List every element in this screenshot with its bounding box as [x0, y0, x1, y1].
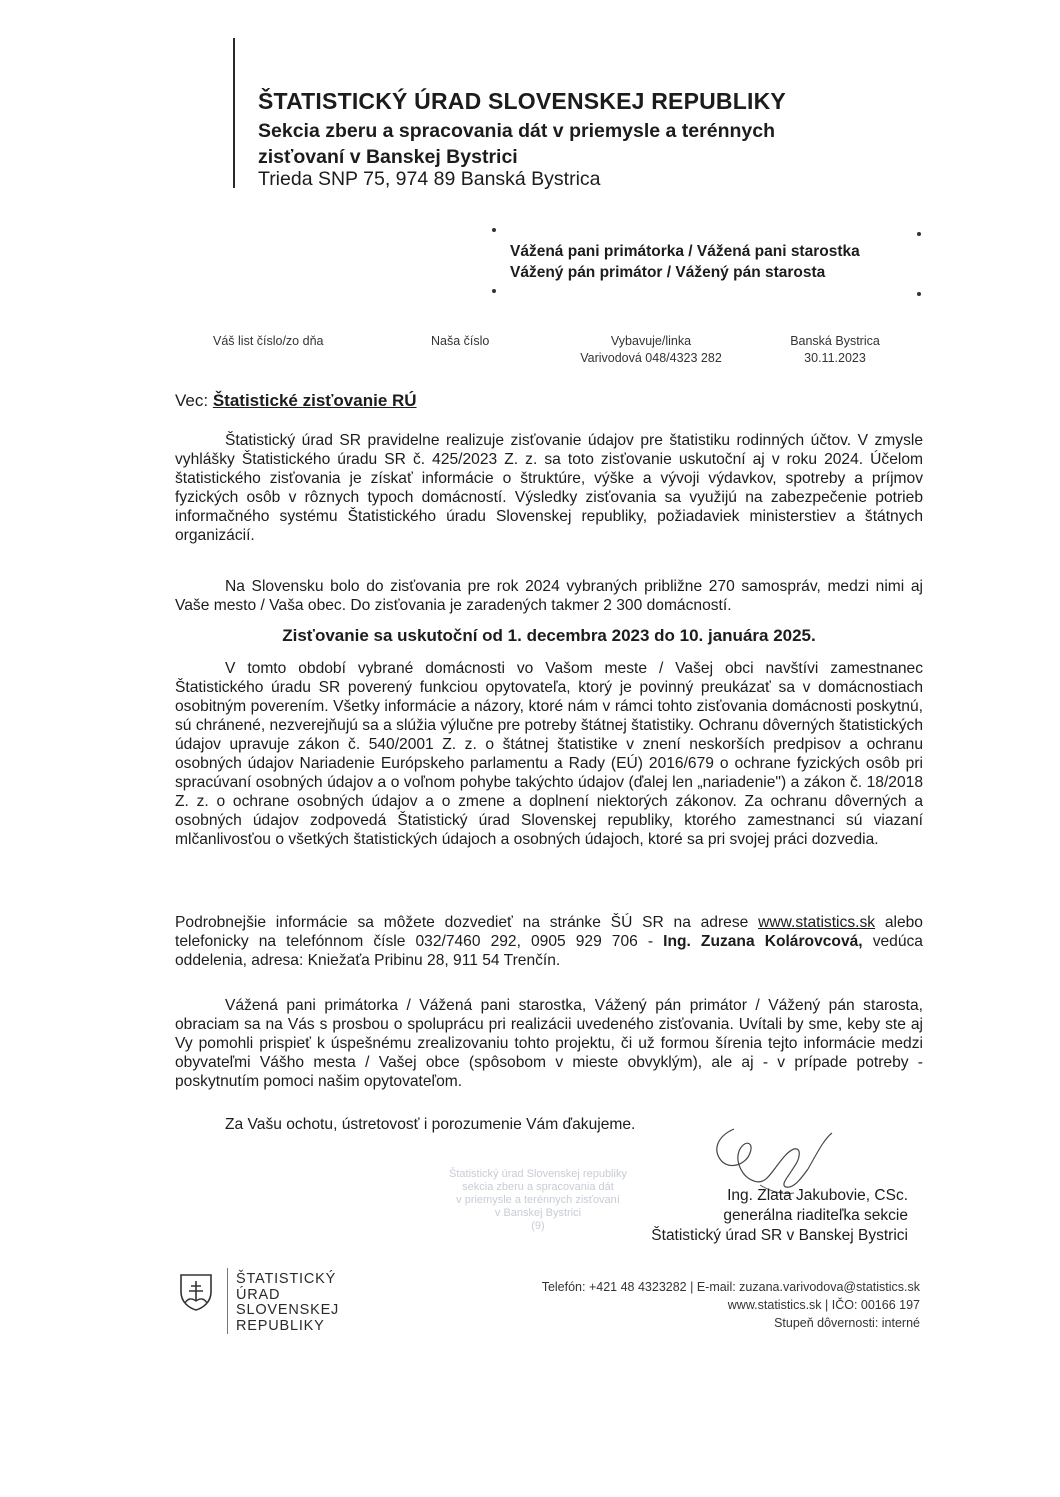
our-number-label: Naša číslo	[431, 334, 490, 348]
paragraph-5: Vážená pani primátorka / Vážená pani starostka, Vážený pán primátor / Vážený pán starosta, obraciam sa na Vás s prosbou o spoluprácu pri realizácii uvedeného zisťovania. Uvítali by sme, keby ste aj Vy pomohli prispieť k úspešnému zrealizovaniu tohto projektu, či už formou šírenia tejto informácie medzi obyvateľmi Vášho mesta / Vašej obce (spôsobom v mieste obvyklým), ale aj - v prípade potreby - poskytnutím pomoci našim opytovateľom.	[175, 997, 923, 1090]
footer-logo-text	[236, 1272, 339, 1334]
stamp-line5: (9)	[531, 1220, 545, 1232]
survey-period-headline: Zisťovanie sa uskutoční od 1. decembra 2023 do 10. januára 2025.	[282, 626, 816, 645]
paragraph-4-end: vedúca oddelenia, adresa: Kniežaťa Pribinu 28, 911 54 Trenčín.	[175, 933, 923, 969]
subject-value: Štatistické zisťovanie RÚ	[212, 391, 417, 410]
section-name	[258, 118, 898, 170]
logo-line2: ÚRAD	[236, 1286, 281, 1303]
header-divider	[233, 38, 235, 188]
paragraph-4-start: Podrobnejšie informácie sa môžete dozvedieť na stránke ŠÚ SR na adrese	[175, 914, 749, 931]
place-date	[780, 333, 890, 367]
your-letter-label: Váš list číslo/zo dňa	[213, 334, 324, 348]
signer-block	[618, 1186, 908, 1246]
paragraph-3: V tomto období vybrané domácnosti vo Vašom meste / Vašej obci navštívi zamestnanec Štatistického úradu SR poverený funkciou opytovateľa, ktorý je povinný preukázať sa v domácnostiach osobitným poverením. Všetky informácie a názory, ktoré nám v rámci tohto zisťovania domácnosti poskytnú, sú chránené, nezverejňujú sa a slúžia výlučne pre potreby štátnej štatistiky. Ochranu dôverných štatistických údajov upravuje zákon č. 540/2001 Z. z. o štátnej štatistike v znení neskorších predpisov a ochranu osobných údajov Nariadenie Európskeho parlamentu a Rady (EÚ) 2016/679 o ochrane fyzických osôb pri spracúvaní osobných údajov a o voľnom pohybe takýchto údajov (ďalej len „nariadenie") a zákon č. 18/2018 Z. z. o ochrane osobných údajov a o zmene a doplnení niektorých zákonov. Za ochranu dôverných a osobných údajov zodpovedá Štatistický úrad Slovenskej republiky, ktorého zamestnanci sú viazaní mlčanlivosťou o všetkých štatistických údajoch a osobných údajoch, ktoré sa pri svojej práci dozvedia.	[175, 660, 923, 848]
addressee-line2: Vážený pán primátor / Vážený pán starosta	[510, 264, 826, 281]
paragraph-2: Na Slovensku bolo do zisťovania pre rok 2024 vybraných približne 270 samospráv, medzi nimi aj Vaše mesto / Vaša obec. Do zisťovania je zaradených takmer 2 300 domácností.	[175, 578, 923, 614]
website-link[interactable]: www.statistics.sk	[758, 914, 876, 931]
footer-web-ico: www.statistics.sk | IČO: 00166 197	[727, 1298, 920, 1312]
letter-date: 30.11.2023	[804, 351, 866, 365]
handled-by-value: Varivodová 048/4323 282	[580, 351, 722, 365]
footer-contact	[440, 1278, 920, 1332]
stamp-line4: v Banskej Bystrici	[494, 1207, 582, 1219]
signer-name: Ing. Zlata Jakubovie, CSc.	[727, 1187, 908, 1204]
contact-person: Ing. Zuzana Kolárovcová,	[663, 933, 863, 950]
paragraph-4-mid: alebo telefonicky na telefónnom čísle 032/7460 292, 0905 929 706 -	[175, 914, 923, 950]
section-name-line2: zisťovaní v Banskej Bystrici	[258, 146, 518, 168]
logo-line4: REPUBLIKY	[236, 1317, 325, 1334]
handled-by-label: Vybavuje/linka	[610, 334, 692, 348]
coat-of-arms-icon	[178, 1272, 214, 1312]
paragraph-4	[175, 913, 923, 970]
sender-address: Trieda SNP 75, 974 89 Banská Bystrica	[258, 168, 601, 190]
stamp-line1: Štatistický úrad Slovenskej republiky	[449, 1168, 627, 1180]
footer-phone-email: Telefón: +421 48 4323282 | E-mail: zuzana.varivodova@statistics.sk	[541, 1280, 920, 1294]
scan-dot	[492, 228, 496, 232]
stamp-line2: sekcia zberu a spracovania dát	[462, 1181, 614, 1193]
organization-name: ŠTATISTICKÝ ÚRAD SLOVENSKEJ REPUBLIKY	[258, 88, 786, 114]
handled-by	[562, 333, 740, 367]
addressee-block	[510, 241, 860, 283]
signer-title: generálna riaditeľka sekcie	[723, 1207, 908, 1224]
signer-institution: Štatistický úrad SR v Banskej Bystrici	[651, 1227, 908, 1244]
logo-line3: SLOVENSKEJ	[236, 1302, 340, 1318]
paragraph-1: Štatistický úrad SR pravidelne realizuje zisťovanie údajov pre štatistiku rodinných účtov. V zmysle vyhlášky Štatistického úradu SR č. 425/2023 Z. z. sa toto zisťovanie uskutoční aj v roku 2024. Účelom štatistického zisťovania je získať informácie o štruktúre, výške a vývoji výdavkov, spotreby a príjmov fyzických osôb v rôznych typoch domácností. Výsledky zisťovania sa využijú na zabezpečenie potrieb informačného systému Štatistického úradu Slovenskej republiky, požiadaviek ministerstiev a štátnych organizácií.	[175, 432, 923, 544]
letter-place: Banská Bystrica	[790, 334, 880, 348]
scan-dot	[917, 232, 921, 236]
subject-line	[175, 391, 417, 411]
paragraph-6: Za Vašu ochotu, ústretovosť i porozumenie Vám ďakujeme.	[225, 1116, 636, 1133]
scan-dot	[492, 289, 496, 293]
scan-dot	[917, 292, 921, 296]
addressee-line1: Vážená pani primátorka / Vážená pani starostka	[510, 243, 860, 260]
stamp-line3: v priemysle a terénnych zisťovaní	[456, 1194, 620, 1206]
logo-divider	[227, 1268, 228, 1334]
logo-line1: ŠTATISTICKÝ	[236, 1271, 337, 1287]
footer-confidentiality: Stupeň dôvernosti: interné	[774, 1316, 920, 1330]
subject-label: Vec:	[175, 391, 209, 410]
section-name-line1: Sekcia zberu a spracovania dát v priemysle a terénnych	[258, 120, 775, 142]
